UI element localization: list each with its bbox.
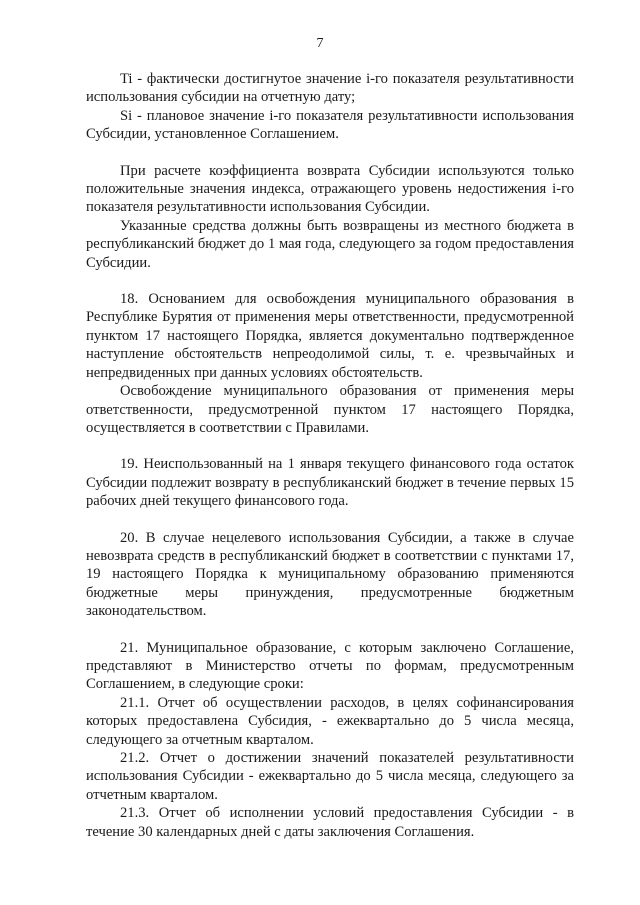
- paragraph-spacer: [86, 511, 574, 529]
- paragraph-si-definition: Si - плановое значение i-го показателя результативности использования Субсидии, установленное Соглашением.: [86, 107, 574, 143]
- paragraph-spacer: [86, 437, 574, 455]
- paragraph-return-coefficient: При расчете коэффициента возврата Субсидии используются только положительные значения индекса, отражающего уровень недостижения i-го показателя результативности использования Субсидии.: [86, 162, 574, 216]
- paragraph-clause-21-2: 21.2. Отчет о достижении значений показателей результативности использования Субсидии - ежеквартально до 5 числа месяца, следующего за отчетным кварталом.: [86, 750, 574, 803]
- paragraph-clause-18: 18. Основанием для освобождения муниципального образования в Республике Бурятия от применения меры ответственности, предусмотренной пунктом 17 настоящего Порядка, является документально подтвержденное наступление обстоятельств непреодолимой силы, т. е. чрезвычайных и непредвиденных при данных условиях обстоятельств.: [86, 291, 574, 381]
- paragraph-spacer: [86, 621, 574, 639]
- paragraph-clause-21-1: 21.1. Отчет об осуществлении расходов, в целях софинансирования которых предоставлена Субсидия, - ежеквартально до 5 числа месяца, следующего за отчетным кварталом.: [86, 694, 574, 748]
- paragraph-spacer: [86, 272, 574, 290]
- paragraph-clause-18-release: Освобождение муниципального образования от применения меры ответственности, предусмотренной пунктом 17 настоящего Порядка, осуществляется в соответствии с Правилами.: [86, 383, 574, 436]
- document-body: [86, 70, 574, 841]
- paragraph-spacer: [86, 144, 574, 162]
- paragraph-clause-21: 21. Муниципальное образование, с которым заключено Соглашение, представляют в Министерство отчеты по формам, предусмотренным Соглашением, в следующие сроки:: [86, 639, 574, 693]
- paragraph-return-deadline: Указанные средства должны быть возвращены из местного бюджета в республиканский бюджет до 1 мая года, следующего за годом предоставления Субсидии.: [86, 217, 574, 271]
- page-number: 7: [316, 36, 324, 51]
- paragraph-ti-definition: Ti - фактически достигнутое значение i-го показателя результативности использования субсидии на отчетную дату;: [86, 71, 574, 106]
- paragraph-clause-20: 20. В случае нецелевого использования Субсидии, а также в случае невозврата средств в республиканский бюджет в соответствии с пунктами 17, 19 настоящего Порядка к муниципальному образованию применяются бюджетные меры принуждения, предусмотренные бюджетным законодательством.: [86, 529, 574, 620]
- paragraph-clause-19: 19. Неиспользованный на 1 января текущего финансового года остаток Субсидии подлежит возврату в республиканский бюджет в течение первых 15 рабочих дней текущего финансового года.: [86, 456, 574, 510]
- paragraph-clause-21-3: 21.3. Отчет об исполнении условий предоставления Субсидии - в течение 30 календарных дней с даты заключения Соглашения.: [86, 805, 574, 840]
